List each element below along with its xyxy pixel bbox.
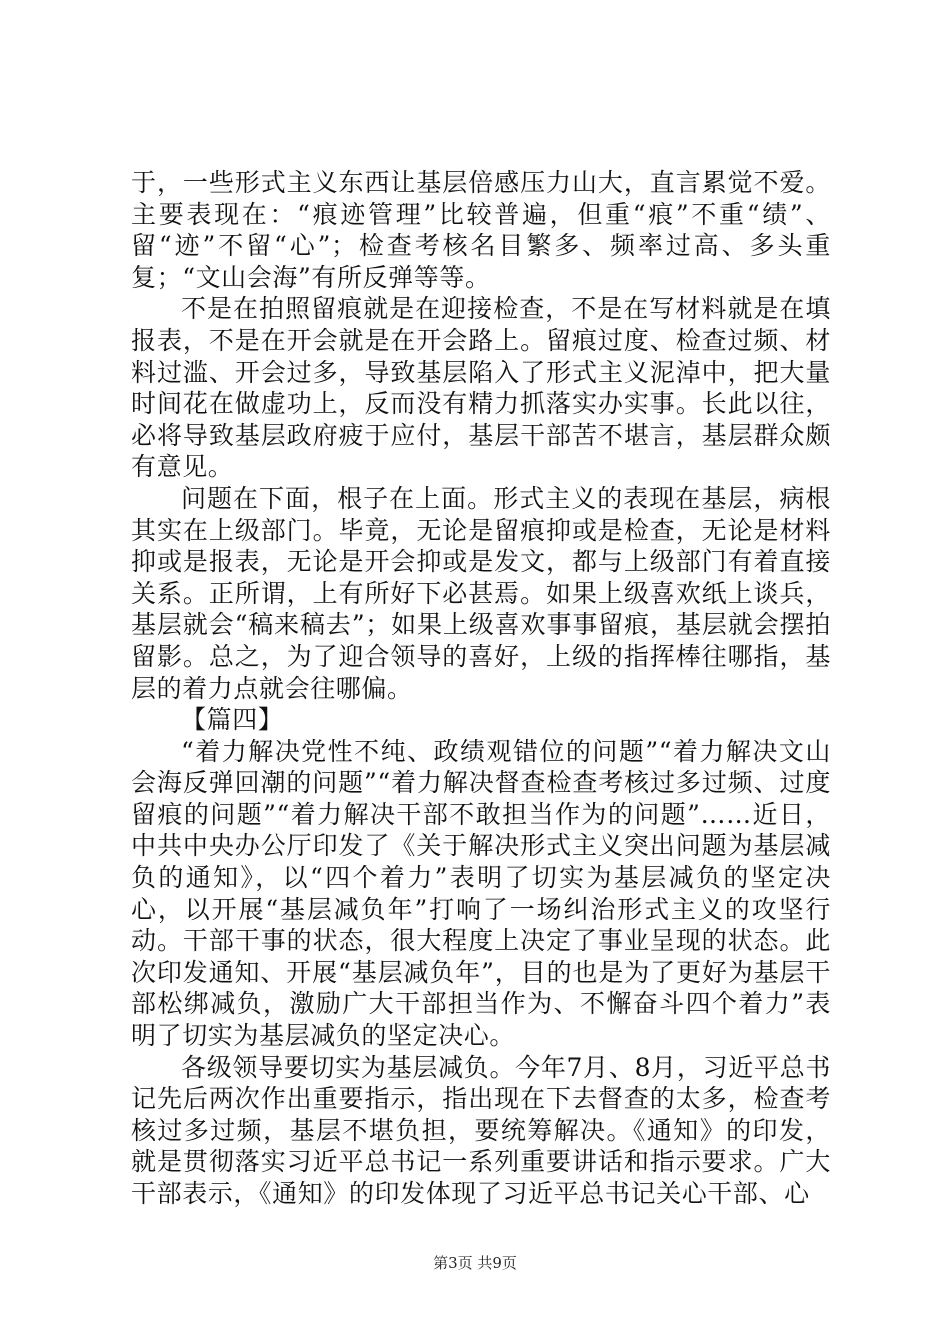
page-number-footer: 第3页 共9页: [433, 1254, 517, 1272]
section-heading: 【篇四】: [181, 705, 284, 735]
paragraph-4: “着力解决党性不纯、政绩观错位的问题”“着力解决文山会海反弹回潮的问题”“着力解决督查检查考核过多过频、过度留痕的问题”“着力解决干部不敢担当作为的问题”……近日，中共中央办公厅印发了《关于解决形式主义突出问题为基层减负的通知》，以“四个着力”表明了切实为基层减负的坚定决心，以开展“基层减负年”打响了一场纠治形式主义的攻坚行动。干部干事的状态，很大程度上决定了事业呈现的状态。此次印发通知、开展“基层减负年”，目的也是为了更好为基层干部松绑减负，激励广大干部担当作为、不懈奋斗四个着力”表明了切实为基层减负的坚定决心。: [131, 736, 831, 1051]
paragraph-2: 不是在拍照留痕就是在迎接检查，不是在写材料就是在填报表，不是在开会就是在开会路上。留痕过度、检查过频、材料过滥、开会过多，导致基层陷入了形式主义泥淖中，把大量时间花在做虚功上，反而没有精力抓落实办实事。长此以往，必将导致基层政府疲于应付，基层干部苦不堪言，基层群众颇有意见。: [131, 294, 831, 482]
document-body: [131, 167, 831, 1210]
paragraph-1: 于，一些形式主义东西让基层倍感压力山大，直言累觉不爱。主要表现在：“痕迹管理”比较普遍，但重“痕”不重“绩”、留“迹”不留“心”；检查考核名目繁多、频率过高、多头重复；“文山会海”有所反弹等等。: [131, 168, 831, 292]
paragraph-3: 问题在下面，根子在上面。形式主义的表现在基层，病根其实在上级部门。毕竟，无论是留痕抑或是检查，无论是材料抑或是报表，无论是开会抑或是发文，都与上级部门有着直接关系。正所谓，上有所好下必甚焉。如果上级喜欢纸上谈兵，基层就会“稿来稿去”；如果上级喜欢事事留痕，基层就会摆拍留影。总之，为了迎合领导的喜好，上级的指挥棒往哪指，基层的着力点就会往哪偏。: [131, 483, 831, 703]
paragraph-5: 各级领导要切实为基层减负。今年7月、8月，习近平总书记先后两次作出重要指示，指出现在下去督查的太多，检查考核过多过频，基层不堪负担，要统筹解决。《通知》的印发，就是贯彻落实习近平总书记一系列重要讲话和指示要求。广大干部表示，《通知》的印发体现了习近平总书记关心干部、心: [131, 1052, 831, 1208]
